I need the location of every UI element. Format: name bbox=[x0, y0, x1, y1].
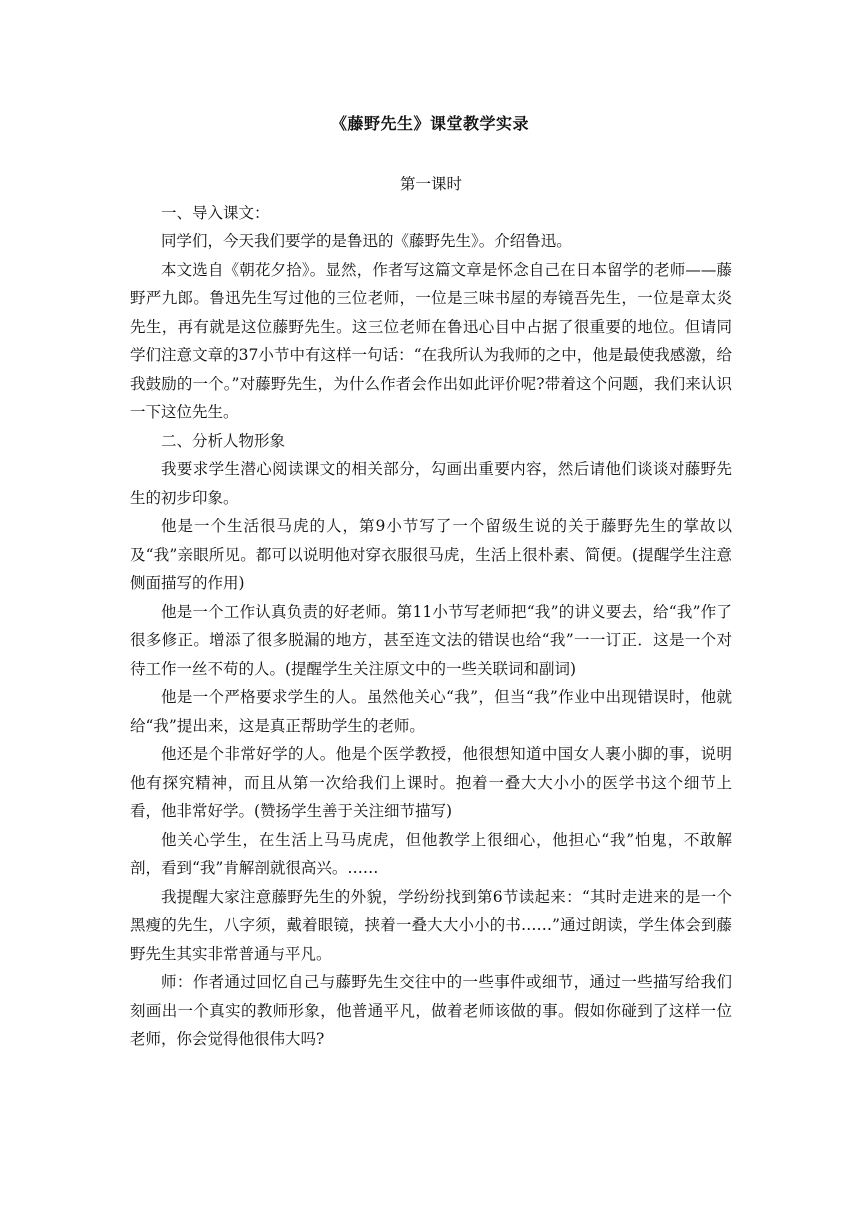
paragraph: 他关心学生，在生活上马马虎虎，但他教学上很细心，他担心“我”怕鬼，不敢解剖，看到“我”肯解剖就很高兴。…… bbox=[130, 830, 732, 877]
paragraph: 他是一个生活很马虎的人，第9小节写了一个留级生说的关于藤野先生的掌故以及“我”亲眼所见。都可以说明他对穿衣服很马虎，生活上很朴素、简便。(提醒学生注意侧面描写的作用) bbox=[130, 517, 732, 592]
paragraph: 本文选自《朝花夕拾》。显然，作者写这篇文章是怀念自己在日本留学的老师——藤野严九郎。鲁迅先生写过他的三位老师，一位是三味书屋的寿镜吾先生，一位是章太炎先生，再有就是这位藤野先生。这三位老师在鲁迅心目中占据了很重要的地位。但请同学们注意文章的37小节中有这样一句话：“在我所认为我师的之中，他是最使我感激，给我鼓励的一个。”对藤野先生，为什么作者会作出如此评价呢?带着这个问题，我们来认识一下这位先生。 bbox=[130, 260, 732, 421]
paragraph: 他是一个工作认真负责的好老师。第11小节写老师把“我”的讲义要去，给“我”作了很多修正。增添了很多脱漏的地方，甚至连文法的错误也给“我”一一订正．这是一个对待工作一丝不苟的人。(提醒学生关注原文中的一些关联词和副词) bbox=[130, 602, 732, 678]
heading-intro: 一、导入课文： bbox=[161, 203, 270, 222]
heading-analysis: 二、分析人物形象 bbox=[161, 431, 286, 450]
paragraph: 他还是个非常好学的人。他是个医学教授，他很想知道中国女人裹小脚的事，说明他有探究精神，而且从第一次给我们上课时。抱着一叠大大小小的医学书这个细节上看，他非常好学。(赞扬学生善于关注细节描写) bbox=[130, 745, 732, 820]
paragraph: 他是一个严格要求学生的人。虽然他关心“我”，但当“我”作业中出现错误时，他就给“我”提出来，这是真正帮助学生的老师。 bbox=[130, 688, 732, 735]
section-subtitle: 第一课时 bbox=[399, 175, 462, 193]
document-title: 《藤野先生》课堂教学实录 bbox=[330, 114, 529, 133]
paragraph: 师：作者通过回忆自己与藤野先生交往中的一些事件或细节，通过一些描写给我们刻画出一个真实的教师形象，他普通平凡，做着老师该做的事。假如你碰到了这样一位老师，你会觉得他很伟大吗? bbox=[130, 973, 732, 1048]
paragraph: 同学们，今天我们要学的是鲁迅的《藤野先生》。介绍鲁迅。 bbox=[161, 232, 572, 250]
paragraph: 我要求学生潜心阅读课文的相关部分，勾画出重要内容，然后请他们谈谈对藤野先生的初步印象。 bbox=[130, 460, 732, 507]
paragraph: 我提醒大家注意藤野先生的外貌，学纷纷找到第6节读起来：“其时走进来的是一个黑瘦的先生，八字须，戴着眼镜，挟着一叠大大小小的书……”通过朗读，学生体会到藤野先生其实非常普通与平凡。 bbox=[130, 887, 732, 963]
document-body bbox=[130, 170, 732, 1054]
